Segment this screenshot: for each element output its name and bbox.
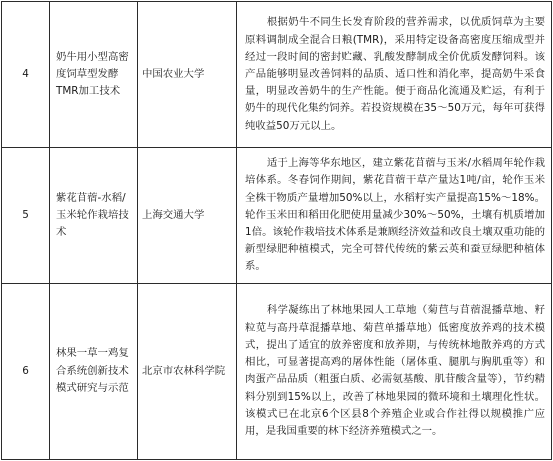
description-cell (237, 2, 552, 148)
row-number: 4 (2, 2, 50, 148)
institution-cell (138, 283, 237, 459)
institution-name: 中国农业大学 (142, 68, 205, 81)
technology-description: 科学凝练出了林地果园人工草地（菊苣与苜蓿混播草地、籽粒苋与高丹草混播草地、菊苣单播草地）低密度放养鸡的技术模式，提出了适宜的放养密度和放养期，与传统林地散养鸡的方式相比，可显著提高鸡的屠体性能（屠体重、腿肌与胸肌重等）和肉蛋产品品质（粗蛋白质、必需氨基酸、肌苷酸含量等），节约精料分别到15%以上，改善了林地果园的微环境和土壤理化性状。该模式已在北京6个区县8个养殖企业或合作社得以规模推广应用，是我国重要的林下经济养殖模式之一。 (245, 304, 545, 437)
technology-table (1, 1, 552, 460)
table-row (2, 2, 552, 148)
technology-name: 林果一草一鸡复合系统创新技术模式研究与示范 (56, 347, 129, 394)
institution-cell (138, 148, 237, 283)
institution-cell (138, 2, 237, 148)
table-row (2, 148, 552, 283)
description-cell (237, 283, 552, 459)
technology-name-cell (50, 2, 138, 148)
description-cell (237, 148, 552, 283)
table-row (2, 283, 552, 459)
technology-name: 奶牛用小型高密度饲草型发酵TMR加工技术 (56, 50, 129, 98)
technology-name-cell (50, 148, 138, 283)
institution-name: 北京市农林科学院 (142, 364, 226, 377)
institution-name: 上海交通大学 (142, 208, 205, 221)
technology-description: 适于上海等华东地区，建立紫花苜蓿与玉米/水稻周年轮作栽培体系。冬春饲作期间，紫花苜蓿干草产量达1吨/亩，轮作玉米全株干物质产量增加50%以上，水稻籽实产量提高15%～18%。轮作玉米田和稻田化肥使用量减少30%～50%，土壤有机质增加1倍。该轮作栽培技术体系是兼顾经济效益和改良土壤双重功能的新型绿肥种植模式，完全可替代传统的紫云英和蚕豆绿肥种植体系。 (245, 157, 545, 273)
technology-name-cell (50, 283, 138, 459)
row-number: 6 (2, 283, 50, 459)
row-number: 5 (2, 148, 50, 283)
technology-name: 紫花苜蓿-水稻/玉米轮作栽培技术 (56, 191, 129, 239)
technology-description: 根据奶牛不同生长发育阶段的营养需求，以优质饲草为主要原料调制成全混合日粮(TMR)，采用特定设备高密度压缩成型并经过一段时间的密封贮藏、乳酸发酵制成全价优质发酵饲料。该产品能够明显改善饲料的品质、适口性和消化率，提高奶牛采食量，明显改善奶牛的生产性能。便于商品化流通及贮运，有利于奶牛的现代化集约饲养。若投资规模在35～50万元，每年可获得纯收益50万元以上。 (245, 16, 545, 132)
